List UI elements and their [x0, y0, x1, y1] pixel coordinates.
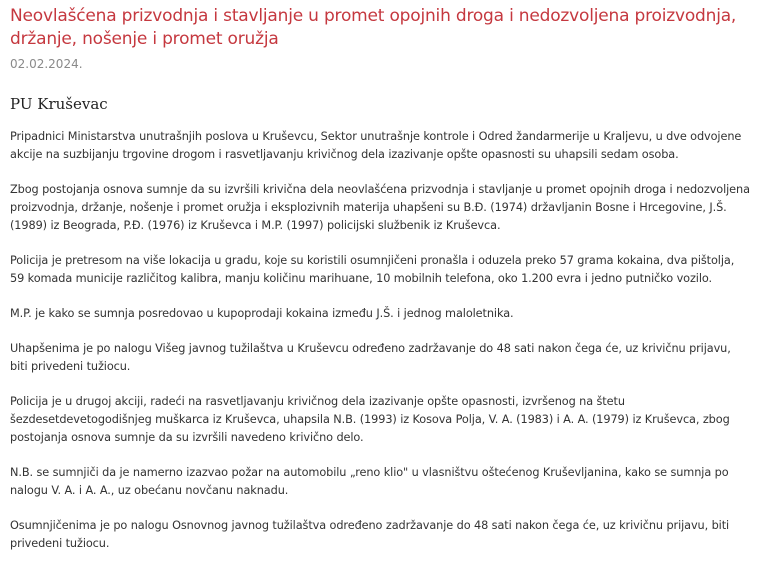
paragraph: N.B. se sumnjiči da je namerno izazvao požar na automobilu „reno klio" u vlasništvu oštećenog Kruševljanina, kako se sumnja po nalogu V. A. i A. A., uz obećanu novčanu naknadu. [10, 466, 729, 497]
paragraph: Policija je u drugoj akciji, radeći na rasvetljavanju krivičnog dela izazivanje opšte opasnosti, izvršenog na štetu šezdesetdevetogodišnjeg muškarca iz Kruševca, uhapsila N.B. (1993) iz Kosova Polja, V. A. (1983) i A. A. (1979) iz Kruševca, zbog postojanja osnova sumnje da su izvršili navedeno krivično delo. [10, 395, 730, 444]
article-date: 02.02.2024. [10, 57, 83, 71]
article-body [10, 128, 750, 553]
paragraph: Osumnjičenima je po nalogu Osnovnog javnog tužilaštva određeno zadržavanje do 48 sati nakon čega će, uz krivičnu prijavu, biti privedeni tužiocu. [10, 519, 730, 550]
paragraph: Zbog postojanja osnova sumnje da su izvršili krivična dela neovlašćena prizvodnja i stavljanje u promet opojnih droga i nedozvoljena proizvodnja, držanje, nošenje i promet oružja i eksplozivnih materija uhapšeni su B.Đ. (1974) državljanin Bosne i Hrcegovine, J.Š. (1989) iz Beograda, P.Đ. (1976) iz Kruševca i M.P. (1997) policijski službenik iz Kruševca. [10, 183, 750, 232]
article-title: Neovlašćena prizvodnja i stavljanje u promet opojnih droga i nedozvoljena proizvodnja, držanje, nošenje i promet oružja [10, 6, 737, 49]
paragraph: M.P. je kako se sumnja posredovao u kupoprodaji kokaina između J.Š. i jednog maloletnika. [10, 307, 514, 320]
region-heading: PU Kruševac [10, 95, 108, 113]
paragraph: Uhapšenima je po nalogu Višeg javnog tužilaštva u Kruševcu određeno zadržavanje do 48 sati nakon čega će, uz krivičnu prijavu, biti privedeni tužiocu. [10, 342, 731, 373]
paragraph: Policija je pretresom na više lokacija u gradu, koje su koristili osumnjičeni pronašla i oduzela preko 57 grama kokaina, dva pištolja, 59 komada municije različitog kalibra, manju količinu marihuane, 10 mobilnih telefona, oko 1.200 evra i jedno putničko vozilo. [10, 254, 735, 285]
paragraph: Pripadnici Ministarstva unutrašnjih poslova u Kruševcu, Sektor unutrašnje kontrole i Odred žandarmerije u Kraljevu, u dve odvojene akcije na suzbijanju trgovine drogom i rasvetljavanju krivičnog dela izazivanje opšte opasnosti su uhapsili sedam osoba. [10, 130, 742, 161]
article [10, 5, 750, 570]
